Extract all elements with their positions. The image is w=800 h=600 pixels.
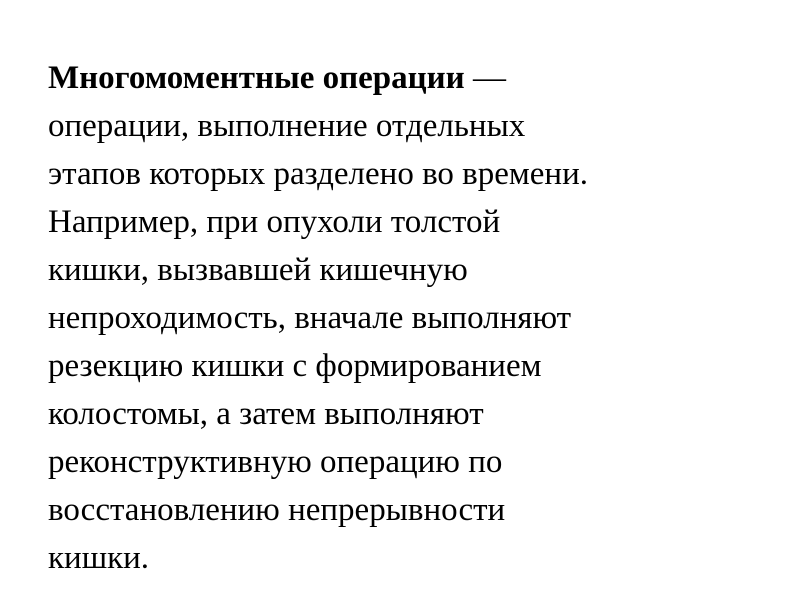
definition-text-line: кишки. bbox=[48, 540, 150, 576]
definition-text-line: Например, при опухоли толстой bbox=[48, 204, 501, 240]
definition-text-line: операции, выполнение отдельных bbox=[48, 108, 526, 144]
definition-text-line: этапов которых разделено во времени. bbox=[48, 156, 589, 192]
definition-first-line bbox=[48, 54, 799, 102]
definition-text-line: колостомы, а затем выполняют bbox=[48, 396, 484, 432]
definition-text-line: кишки, вызвавшей кишечную bbox=[48, 252, 468, 288]
definition-text-line: реконструктивную операцию по bbox=[48, 444, 503, 480]
definition-text-line: непроходимость, вначале выполняют bbox=[48, 300, 572, 336]
definition-paragraph bbox=[48, 54, 799, 582]
defined-term: Многомоментные операции bbox=[48, 60, 465, 96]
term-dash: — bbox=[464, 60, 506, 96]
definition-text-line: восстановлению непрерывности bbox=[48, 492, 506, 528]
definition-text-line: резекцию кишки с формированием bbox=[48, 348, 542, 384]
